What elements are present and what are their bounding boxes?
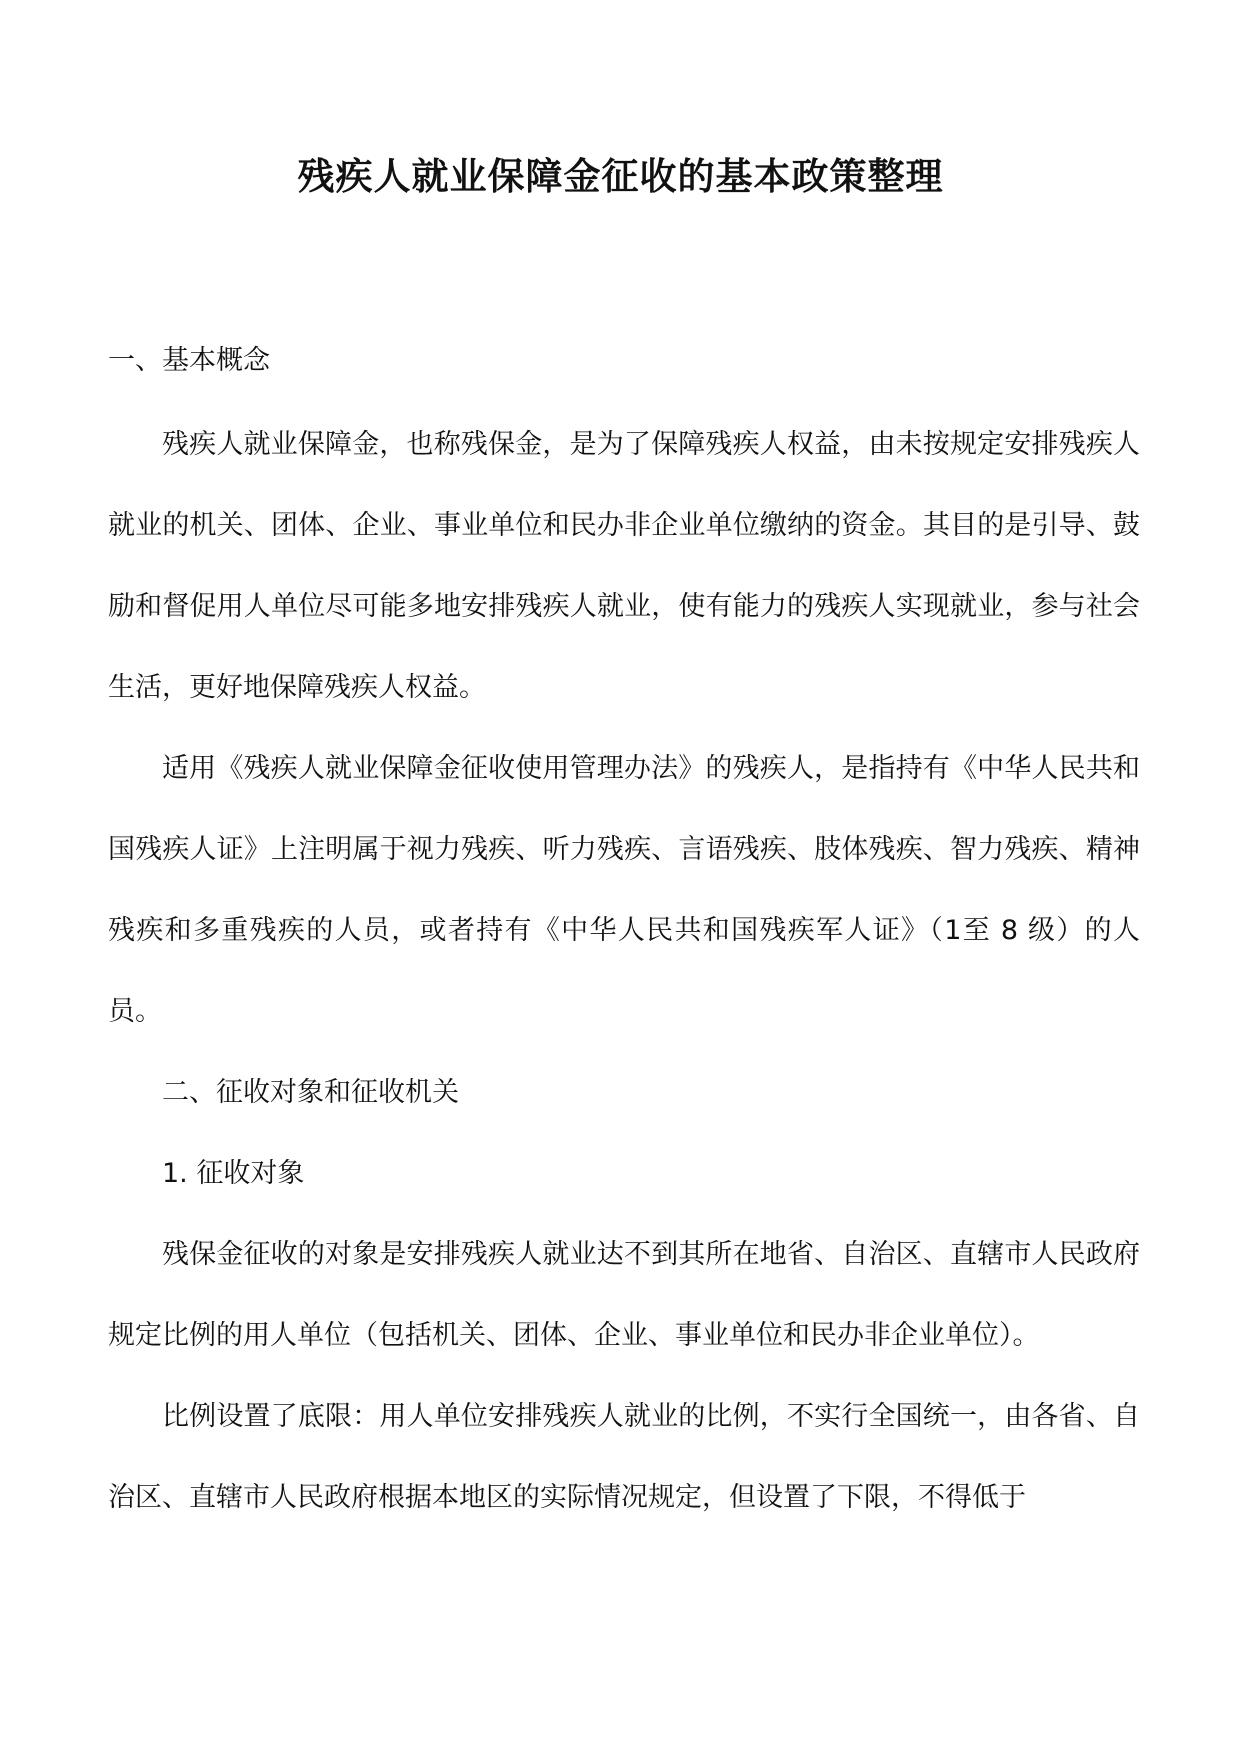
document-title: 残疾人就业保障金征收的基本政策整理 bbox=[297, 154, 944, 198]
subheading-collection-objects: 1. 征收对象 bbox=[162, 1158, 305, 1189]
paragraph-definition: 残疾人就业保障金，也称残保金，是为了保障残疾人权益，由未按规定安排残疾人就业的机关、团体、企业、事业单位和民办非企业单位缴纳的资金。其目的是引导、鼓励和督促用人单位尽可能多地安排残疾人就业，使有能力的残疾人实现就业，参与社会生活，更好地保障残疾人权益。 bbox=[108, 429, 1140, 703]
paragraph-collection-objects: 残保金征收的对象是安排残疾人就业达不到其所在地省、自治区、直辖市人民政府规定比例的用人单位（包括机关、团体、企业、事业单位和民办非企业单位）。 bbox=[108, 1239, 1140, 1351]
document-body bbox=[108, 341, 1140, 1538]
paragraph-ratio-floor: 比例设置了底限：用人单位安排残疾人就业的比例，不实行全国统一，由各省、自治区、直辖市人民政府根据本地区的实际情况规定，但设置了下限，不得低于 bbox=[108, 1401, 1140, 1513]
section-heading-basic-concepts: 一、基本概念 bbox=[108, 345, 270, 376]
paragraph-applicable-persons: 适用《残疾人就业保障金征收使用管理办法》的残疾人，是指持有《中华人民共和国残疾人证》上注明属于视力残疾、听力残疾、言语残疾、肢体残疾、智力残疾、精神残疾和多重残疾的人员，或者持有《中华人民共和国残疾军人证》（1至 8 级）的人员。 bbox=[108, 753, 1140, 1027]
spacer bbox=[108, 381, 1140, 404]
section-heading-collection-targets: 二、征收对象和征收机关 bbox=[162, 1077, 459, 1108]
